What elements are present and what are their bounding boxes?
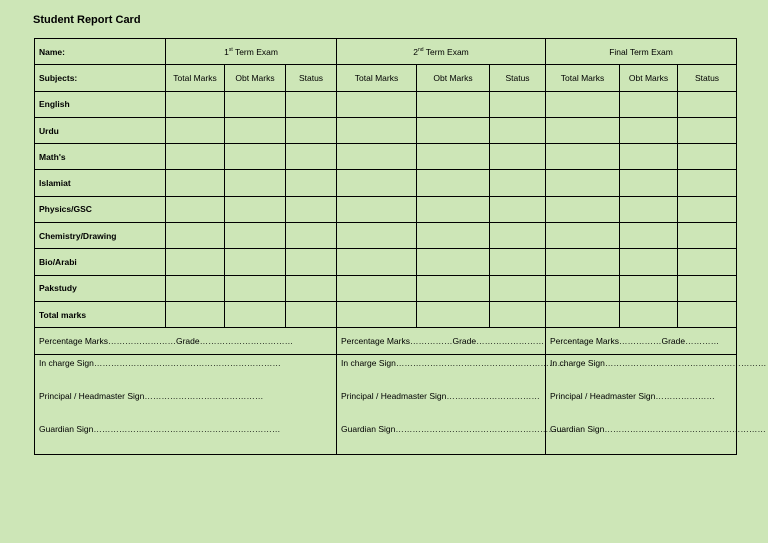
marks-cell[interactable] — [225, 196, 286, 222]
marks-cell[interactable] — [678, 144, 737, 170]
marks-cell[interactable] — [490, 223, 546, 249]
marks-cell[interactable] — [166, 301, 225, 327]
marks-cell[interactable] — [546, 249, 620, 275]
table-row — [35, 275, 737, 301]
table-row — [35, 249, 737, 275]
marks-cell[interactable] — [620, 144, 678, 170]
marks-cell[interactable] — [166, 249, 225, 275]
marks-cell[interactable] — [417, 196, 490, 222]
marks-cell[interactable] — [166, 144, 225, 170]
table-row — [35, 91, 737, 117]
marks-cell[interactable] — [620, 223, 678, 249]
incharge-sign: In charge Sign………………………………………………………… — [39, 357, 281, 368]
marks-cell[interactable] — [166, 117, 225, 143]
marks-cell[interactable] — [166, 196, 225, 222]
marks-cell[interactable] — [337, 275, 417, 301]
subject-label: Islamiat — [35, 170, 166, 196]
table-row — [35, 196, 737, 222]
page-title: Student Report Card — [33, 14, 141, 26]
marks-cell[interactable] — [490, 91, 546, 117]
marks-cell[interactable] — [337, 91, 417, 117]
principal-sign: Principal / Headmaster Sign…………………………………… — [39, 390, 264, 401]
subject-label: Math's — [35, 144, 166, 170]
marks-cell[interactable] — [286, 301, 337, 327]
marks-cell[interactable] — [620, 91, 678, 117]
marks-cell[interactable] — [286, 170, 337, 196]
marks-cell[interactable] — [286, 144, 337, 170]
marks-cell[interactable] — [286, 275, 337, 301]
marks-cell[interactable] — [546, 144, 620, 170]
marks-cell[interactable] — [337, 144, 417, 170]
marks-cell[interactable] — [620, 196, 678, 222]
marks-cell[interactable] — [490, 301, 546, 327]
term-2-header: 2nd Term Exam — [337, 39, 546, 65]
report-card-table — [34, 38, 767, 455]
marks-cell[interactable] — [417, 91, 490, 117]
percentage-grade-term-1: Percentage Marks……………………Grade…………………………… — [35, 328, 337, 354]
marks-cell[interactable] — [490, 196, 546, 222]
marks-cell[interactable] — [678, 196, 737, 222]
final-term-header: Final Term Exam — [546, 39, 737, 65]
col-status: Status — [678, 65, 737, 91]
table-row — [35, 223, 737, 249]
col-total-marks: Total Marks — [166, 65, 225, 91]
marks-cell[interactable] — [620, 170, 678, 196]
principal-sign: Principal / Headmaster Sign…………………………… — [341, 390, 540, 401]
marks-cell[interactable] — [417, 223, 490, 249]
marks-cell[interactable] — [225, 117, 286, 143]
marks-cell[interactable] — [337, 170, 417, 196]
marks-cell[interactable] — [337, 249, 417, 275]
col-obt-marks: Obt Marks — [225, 65, 286, 91]
marks-cell[interactable] — [490, 117, 546, 143]
marks-cell[interactable] — [546, 117, 620, 143]
marks-cell[interactable] — [417, 249, 490, 275]
marks-cell[interactable] — [166, 170, 225, 196]
signatures-final — [546, 354, 767, 454]
marks-cell[interactable] — [286, 249, 337, 275]
marks-cell[interactable] — [225, 249, 286, 275]
header-row-columns — [35, 65, 737, 91]
marks-cell[interactable] — [678, 301, 737, 327]
marks-cell[interactable] — [546, 196, 620, 222]
marks-cell[interactable] — [166, 275, 225, 301]
marks-cell[interactable] — [337, 223, 417, 249]
marks-cell[interactable] — [417, 170, 490, 196]
table-row — [35, 170, 737, 196]
marks-cell[interactable] — [620, 275, 678, 301]
marks-cell[interactable] — [225, 170, 286, 196]
marks-cell[interactable] — [417, 301, 490, 327]
marks-cell[interactable] — [166, 223, 225, 249]
marks-cell[interactable] — [546, 170, 620, 196]
marks-cell[interactable] — [337, 196, 417, 222]
table-row — [35, 144, 737, 170]
marks-cell[interactable] — [286, 223, 337, 249]
marks-cell[interactable] — [490, 170, 546, 196]
name-label: Name: — [35, 39, 166, 65]
subject-label: Chemistry/Drawing — [35, 223, 166, 249]
col-obt-marks: Obt Marks — [620, 65, 678, 91]
marks-cell[interactable] — [620, 249, 678, 275]
col-total-marks: Total Marks — [337, 65, 417, 91]
marks-cell[interactable] — [417, 117, 490, 143]
signatures-term-2 — [337, 354, 566, 454]
marks-cell[interactable] — [678, 170, 737, 196]
subject-label: Bio/Arabi — [35, 249, 166, 275]
marks-cell[interactable] — [678, 91, 737, 117]
marks-cell[interactable] — [546, 275, 620, 301]
term-1-header: 1st Term Exam — [166, 39, 337, 65]
marks-cell[interactable] — [225, 144, 286, 170]
marks-cell[interactable] — [678, 275, 737, 301]
col-status: Status — [490, 65, 546, 91]
table-row — [35, 117, 737, 143]
marks-cell[interactable] — [620, 117, 678, 143]
marks-cell[interactable] — [225, 91, 286, 117]
subject-label: Physics/GSC — [35, 196, 166, 222]
percentage-grade-term-2: Percentage Marks……………Grade…………………… — [337, 328, 546, 354]
marks-cell[interactable] — [166, 91, 225, 117]
signatures-term-1 — [35, 354, 337, 454]
signatures-row — [35, 354, 737, 454]
col-total-marks: Total Marks — [546, 65, 620, 91]
marks-cell[interactable] — [546, 301, 620, 327]
incharge-sign: In charge Sign………………………………………………… — [550, 357, 767, 368]
marks-cell[interactable] — [620, 301, 678, 327]
guardian-sign: Guardian Sign………………………………………………… — [550, 423, 766, 434]
incharge-sign: In charge Sign…………………………………………………… — [341, 357, 566, 368]
marks-cell[interactable] — [678, 249, 737, 275]
marks-cell[interactable] — [490, 144, 546, 170]
principal-sign: Principal / Headmaster Sign………………… — [550, 390, 715, 401]
subject-label: Urdu — [35, 117, 166, 143]
subject-rows — [35, 91, 737, 328]
col-obt-marks: Obt Marks — [417, 65, 490, 91]
marks-cell[interactable] — [546, 223, 620, 249]
marks-cell[interactable] — [490, 275, 546, 301]
percentage-grade-final: Percentage Marks……………Grade………… — [546, 328, 737, 354]
subject-label: Total marks — [35, 301, 166, 327]
marks-cell[interactable] — [678, 223, 737, 249]
marks-cell[interactable] — [225, 275, 286, 301]
subject-label: Pakstudy — [35, 275, 166, 301]
marks-cell[interactable] — [337, 301, 417, 327]
marks-cell[interactable] — [225, 223, 286, 249]
percentage-row — [35, 328, 737, 354]
marks-cell[interactable] — [417, 275, 490, 301]
guardian-sign: Guardian Sign…………………………………………………… — [341, 423, 566, 434]
marks-cell[interactable] — [546, 91, 620, 117]
table-row — [35, 301, 737, 327]
marks-cell[interactable] — [286, 196, 337, 222]
guardian-sign: Guardian Sign………………………………………………………… — [39, 423, 281, 434]
subjects-label: Subjects: — [35, 65, 166, 91]
marks-cell[interactable] — [490, 249, 546, 275]
marks-cell[interactable] — [678, 117, 737, 143]
subject-label: English — [35, 91, 166, 117]
marks-cell[interactable] — [286, 91, 337, 117]
marks-cell[interactable] — [225, 301, 286, 327]
header-row-terms — [35, 39, 737, 65]
marks-cell[interactable] — [337, 117, 417, 143]
marks-cell[interactable] — [286, 117, 337, 143]
col-status: Status — [286, 65, 337, 91]
marks-cell[interactable] — [417, 144, 490, 170]
